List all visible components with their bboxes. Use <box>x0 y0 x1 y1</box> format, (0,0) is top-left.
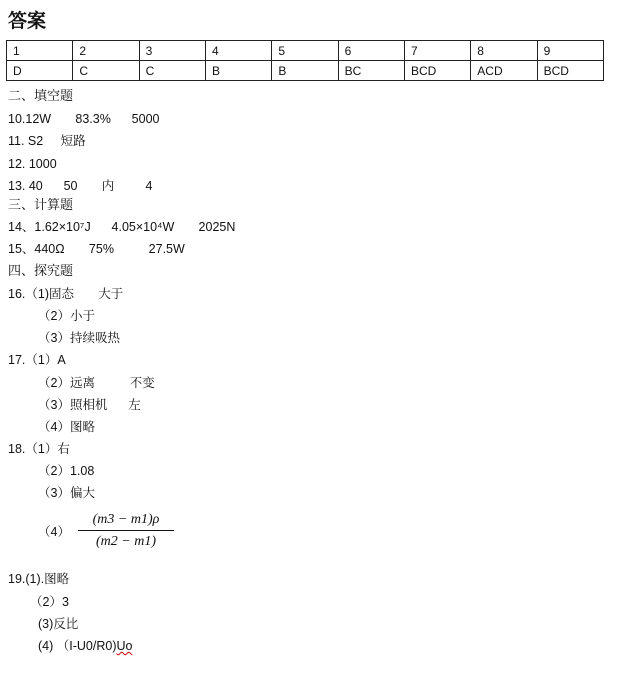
table-cell: 1 <box>7 41 73 61</box>
formula-denominator: (m2 − m1) <box>96 534 156 549</box>
answer-line-q18-1: 18.（1）右 <box>8 442 70 456</box>
density-formula <box>78 512 174 550</box>
section-heading-fill: 二、填空题 <box>8 88 74 103</box>
answer-line-q17-2: （2）远离 不变 <box>38 376 155 390</box>
answer-line-q17-3: （3）照相机 左 <box>38 398 141 412</box>
table-cell: B <box>205 61 271 81</box>
answer-table <box>6 40 604 81</box>
table-cell: C <box>73 61 139 81</box>
answer-line-q19-1: 19.(1).图略 <box>8 572 70 586</box>
answer-line-q18-4-label: （4） <box>38 525 70 539</box>
answer-q19-4-voltage: Uo <box>116 639 133 653</box>
table-cell: C <box>139 61 205 81</box>
table-cell: B <box>272 61 338 81</box>
table-cell: 5 <box>272 41 338 61</box>
answer-line-q15: 15、440Ω 75% 27.5W <box>8 242 185 256</box>
answer-line-q11: 11. S2 短路 <box>8 134 86 148</box>
table-cell: ACD <box>471 61 537 81</box>
section-heading-explore: 四、探究题 <box>8 263 74 278</box>
answer-line-q17-1: 17.（1）A <box>8 353 66 367</box>
answer-line-q18-2: （2）1.08 <box>38 464 95 478</box>
table-cell: D <box>7 61 73 81</box>
table-cell: 3 <box>139 41 205 61</box>
answer-line-q19-4 <box>38 638 132 654</box>
table-row <box>7 41 604 61</box>
answer-line-q10: 10.12W 83.3% 5000 <box>8 112 160 126</box>
answer-line-q13: 13. 40 50 内 4 <box>8 179 153 193</box>
answer-line-q17-4: （4）图略 <box>38 420 95 434</box>
table-row <box>7 61 604 81</box>
answer-line-q14: 14、1.62×10⁷J 4.05×10⁴W 2025N <box>8 220 236 234</box>
table-cell: BCD <box>404 61 470 81</box>
page-title: 答案 <box>8 11 47 32</box>
table-cell: 4 <box>205 41 271 61</box>
table-cell: 8 <box>471 41 537 61</box>
answer-line-q19-2: （2）3 <box>30 595 69 609</box>
answer-line-q19-3: (3)反比 <box>38 617 79 631</box>
answer-q19-4-expression: (4) （I-U0/R0) <box>38 639 117 653</box>
table-cell: 6 <box>338 41 404 61</box>
answer-line-q18-3: （3）偏大 <box>38 486 95 500</box>
answer-line-q16-2: （2）小于 <box>38 309 95 323</box>
table-cell: BCD <box>537 61 603 81</box>
answer-line-q16-3: （3）持续吸热 <box>38 331 120 345</box>
answer-line-q12: 12. 1000 <box>8 157 57 171</box>
table-cell: 7 <box>404 41 470 61</box>
formula-numerator: (m3 − m1)ρ <box>78 512 174 531</box>
table-cell: 2 <box>73 41 139 61</box>
table-cell: BC <box>338 61 404 81</box>
answer-line-q16-1: 16.（1)固态 大于 <box>8 287 124 301</box>
section-heading-calc: 三、计算题 <box>8 197 74 212</box>
table-cell: 9 <box>537 41 603 61</box>
